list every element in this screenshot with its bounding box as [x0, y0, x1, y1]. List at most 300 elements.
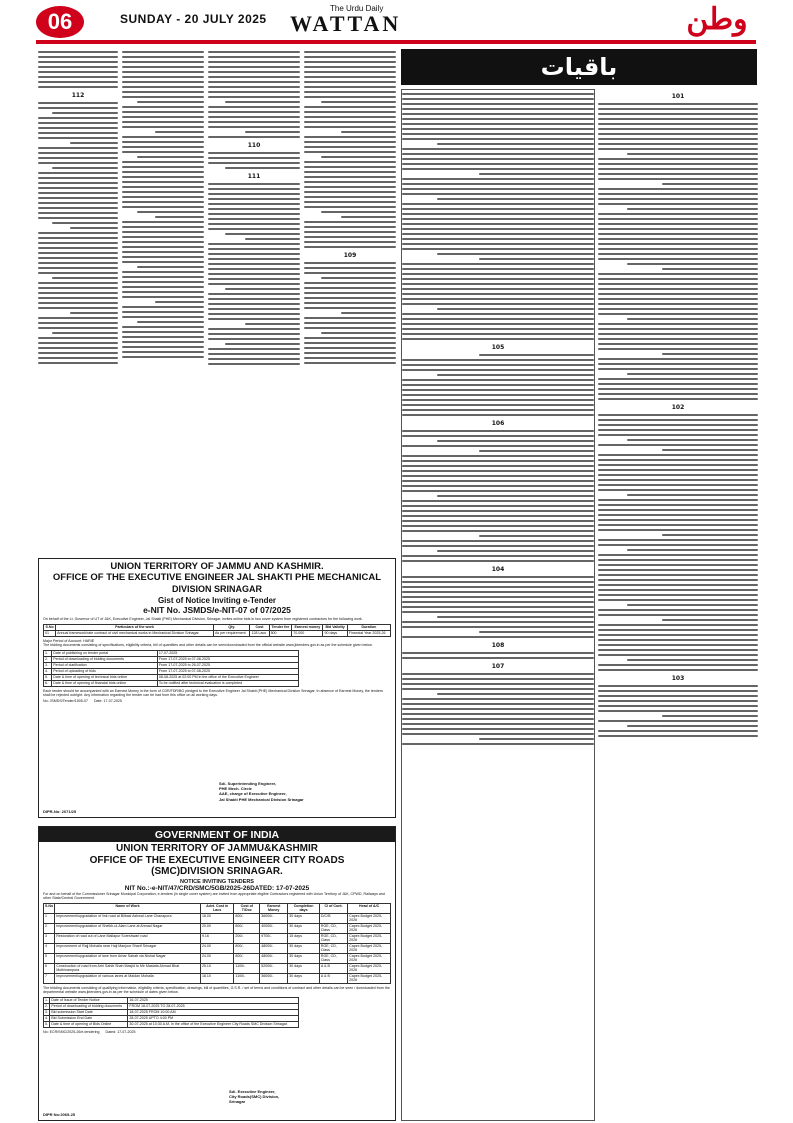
- text-line: [225, 288, 300, 290]
- text-line: [52, 332, 118, 334]
- text-line: [402, 530, 594, 532]
- text-line: [208, 106, 300, 108]
- text-line: [479, 631, 594, 633]
- text-line: [627, 153, 758, 155]
- text-line: [402, 470, 594, 472]
- text-line: [402, 475, 594, 477]
- text-line: [304, 186, 396, 188]
- table-cell: 30 days: [288, 923, 320, 933]
- text-line: [122, 166, 204, 168]
- text-line: [38, 56, 118, 58]
- text-line: [598, 599, 758, 601]
- text-line: [402, 183, 594, 185]
- text-line: [38, 232, 118, 234]
- text-line: [122, 116, 204, 118]
- text-line: [402, 113, 594, 115]
- text-line: [122, 201, 204, 203]
- article-number: 111: [247, 173, 261, 180]
- text-line: [304, 241, 396, 243]
- notice1-terms: Each tender should be accompanied with an Earnest Money in the form of CDR/FDR/BG pledged to the Executive Engineer Jal Shakti (PHE) Mechanical Division Srinagar. In absence of Earnest Money, the tenders shall be rejected outright. Any information regarding the tender can be had from this office on all working days.: [43, 688, 383, 698]
- table-cell: 500: [269, 630, 292, 636]
- table-row: [44, 953, 391, 963]
- notice2-table-header: [44, 903, 391, 913]
- text-line: [598, 348, 758, 350]
- text-line: [208, 283, 300, 285]
- text-line: [208, 76, 300, 78]
- text-line: [208, 152, 300, 154]
- text-line: [402, 698, 594, 700]
- table-header-cell: Particulars of the work: [56, 624, 214, 630]
- table-cell: As per requirement: [214, 630, 250, 636]
- table-cell: Improvement/upgradation of lane from Arbar Sahab via Nishat Nagar: [55, 953, 201, 963]
- text-line: [304, 201, 396, 203]
- text-line: [208, 121, 300, 123]
- text-line: [38, 307, 118, 309]
- text-column-right: [598, 89, 758, 1121]
- table-row: [44, 943, 391, 953]
- text-line: [122, 311, 204, 313]
- text-line: [627, 208, 758, 210]
- text-line: [38, 86, 118, 88]
- text-line: [304, 61, 396, 63]
- notice2-nit: NIT No.:-e-NIT/47/CRD/SMC/5GB/2025-26DATED: 17-07-2025: [124, 884, 310, 892]
- text-line: [38, 272, 118, 274]
- text-line: [208, 308, 300, 310]
- text-line: [155, 301, 204, 303]
- table-cell: 36000/-: [260, 913, 288, 923]
- text-line: [402, 601, 594, 603]
- table-cell: 30 days: [288, 953, 320, 963]
- text-line: [208, 198, 300, 200]
- text-line: [208, 96, 300, 98]
- text-line: [208, 358, 300, 360]
- masthead: [0, 0, 793, 42]
- text-line: [598, 213, 758, 215]
- text-line: [122, 271, 204, 273]
- text-line: [402, 303, 594, 305]
- table-cell: Capex Budget 2025-2026: [348, 943, 391, 953]
- text-line: [598, 218, 758, 220]
- text-line: [38, 207, 118, 209]
- text-line: [208, 338, 300, 340]
- text-line: [598, 559, 758, 561]
- text-line: [402, 636, 594, 638]
- text-line: [437, 440, 594, 442]
- text-line: [38, 327, 118, 329]
- text-line: [598, 293, 758, 295]
- text-line: [402, 576, 594, 578]
- text-line: [598, 554, 758, 556]
- text-line: [402, 158, 594, 160]
- table-cell: Capex Budget 2025-2026: [348, 933, 391, 943]
- text-line: [208, 86, 300, 88]
- text-line: [598, 123, 758, 125]
- text-line: [598, 509, 758, 511]
- article-number: 101: [671, 93, 685, 100]
- text-line: [598, 258, 758, 260]
- text-line: [304, 86, 396, 88]
- text-line: [402, 288, 594, 290]
- text-line: [155, 216, 204, 218]
- table-cell: 52000/-: [260, 963, 288, 973]
- table-cell: 5.: [45, 1022, 48, 1026]
- notice2-heading-1: GOVERNMENT OF INDIA: [154, 829, 280, 841]
- text-line: [122, 66, 204, 68]
- table-cell: 20.00: [200, 923, 233, 933]
- text-line: [38, 357, 118, 359]
- text-line: [402, 485, 594, 487]
- text-line: [598, 323, 758, 325]
- text-line: [122, 196, 204, 198]
- signature-line: City Roads(SMC) Division,: [229, 1094, 280, 1100]
- text-line: [321, 211, 396, 213]
- text-line: [208, 273, 300, 275]
- text-line: [598, 233, 758, 235]
- text-line: [598, 358, 758, 360]
- text-line: [38, 347, 118, 349]
- text-line: [598, 479, 758, 481]
- text-line: [662, 183, 758, 185]
- text-line: [208, 136, 300, 138]
- text-line: [627, 659, 758, 661]
- text-line: [304, 51, 396, 53]
- text-line: [598, 163, 758, 165]
- table-cell: Period of downloading of bidding documents: [52, 656, 158, 662]
- notice2-intro: For and on behalf of the Commissioner Srinagar Municipal Corporation, e-tenders (in single cover system) are invited from appropriate eligible Contractors registered with Union Territory of J&K, CPWD, Railways and other State/Central Government.: [43, 891, 385, 901]
- notice2-banner: [39, 827, 395, 842]
- table-cell: 48000/-: [260, 953, 288, 963]
- text-line: [208, 293, 300, 295]
- text-line: [304, 337, 396, 339]
- text-line: [38, 202, 118, 204]
- text-line: [598, 434, 758, 436]
- text-line: [38, 102, 118, 104]
- text-line: [402, 128, 594, 130]
- table-row: [44, 680, 299, 686]
- text-line: [225, 167, 300, 169]
- text-line: [402, 338, 594, 340]
- text-line: [208, 248, 300, 250]
- text-line: [122, 336, 204, 338]
- text-line: [402, 389, 594, 391]
- text-line: [122, 76, 204, 78]
- table-header-cell: Qty.: [214, 624, 250, 630]
- text-line: [38, 117, 118, 119]
- table-cell: 16-07-2025: [128, 997, 299, 1003]
- text-line: [38, 152, 118, 154]
- table-cell: 30-07-2025 at 10:30 A.M. in the office of the Executive Engineer City Roads SMC Division Srinagar.: [128, 1021, 299, 1027]
- text-line: [598, 609, 758, 611]
- text-line: [598, 248, 758, 250]
- text-line: [402, 430, 594, 432]
- text-line: [38, 237, 118, 239]
- text-line: [122, 176, 204, 178]
- text-line: [598, 629, 758, 631]
- text-line: [627, 725, 758, 727]
- text-line: [598, 333, 758, 335]
- tender-notice-city-roads: [38, 826, 396, 1121]
- text-line: [402, 611, 594, 613]
- table-cell: RGE, CD, Class: [319, 933, 347, 943]
- text-line: [662, 619, 758, 621]
- article-number: 112: [71, 92, 85, 99]
- text-line: [38, 297, 118, 299]
- text-line: [402, 233, 594, 235]
- text-line: [598, 504, 758, 506]
- text-line: [122, 356, 204, 358]
- notice2-heading-2: UNION TERRITORY OF JAMMU&KASHMIR: [115, 843, 319, 855]
- table-cell: 18.00: [200, 913, 233, 923]
- text-line: [402, 606, 594, 608]
- text-line: [402, 188, 594, 190]
- signature-line: Sd/- Superintending Engineer,: [219, 781, 277, 786]
- text-line: [598, 158, 758, 160]
- table-row: [44, 933, 391, 943]
- table-header-cell: Completion days: [288, 903, 320, 913]
- table-cell: Capex Budget 2025-2026: [348, 923, 391, 933]
- text-line: [304, 357, 396, 359]
- text-line: [122, 136, 204, 138]
- text-line: [402, 480, 594, 482]
- text-line: [122, 121, 204, 123]
- text-line: [402, 683, 594, 685]
- text-line: [598, 735, 758, 737]
- text-line: [225, 101, 300, 103]
- text-line: [304, 267, 396, 269]
- text-line: [122, 231, 204, 233]
- table-header-cell: Head of A/C: [348, 903, 391, 913]
- text-line: [304, 327, 396, 329]
- text-line: [662, 449, 758, 451]
- text-line: [38, 257, 118, 259]
- text-column-left-2: [122, 48, 204, 554]
- table-cell: Date of publishing on tender portal: [52, 650, 158, 656]
- notice2-dipr: DIPR No:2069-25: [43, 1112, 76, 1117]
- table-cell: Period of downloading of bidding documents: [50, 1003, 128, 1009]
- text-line: [304, 262, 396, 264]
- text-line: [225, 343, 300, 345]
- tender-notice-jal-shakti: [38, 558, 396, 818]
- text-line: [304, 362, 396, 364]
- notice1-signature: [219, 781, 304, 802]
- table-cell: 08-08-2025 at 02:00 PM in the office of the Executive Engineer: [157, 674, 298, 680]
- text-line: [208, 162, 300, 164]
- text-line: [122, 346, 204, 348]
- text-line: [598, 594, 758, 596]
- article-number: 107: [491, 663, 505, 670]
- text-line: [598, 730, 758, 732]
- text-line: [38, 342, 118, 344]
- table-cell: 1: [44, 913, 55, 923]
- text-line: [598, 544, 758, 546]
- text-line: [122, 236, 204, 238]
- table-cell: 4: [44, 943, 55, 953]
- text-line: [208, 203, 300, 205]
- table-cell: Date & time of opening of financial bids online: [52, 680, 158, 686]
- text-line: [437, 374, 594, 376]
- text-line: [304, 196, 396, 198]
- text-line: [38, 317, 118, 319]
- dateline: SUNDAY - 20 JULY 2025: [120, 12, 267, 26]
- notice1-schedule: [43, 650, 299, 687]
- table-cell: 17-07-2025: [157, 650, 298, 656]
- text-line: [402, 581, 594, 583]
- text-line: [304, 116, 396, 118]
- table-header-cell: Cost: [250, 624, 269, 630]
- text-line: [402, 591, 594, 593]
- section-title: باقیات: [401, 49, 757, 85]
- text-line: [208, 313, 300, 315]
- table-cell: FROM 18-07-2025 TO 28-07-2025: [128, 1003, 299, 1009]
- text-line: [402, 652, 594, 654]
- text-line: [122, 241, 204, 243]
- text-line: [321, 156, 396, 158]
- text-line: [122, 186, 204, 188]
- text-line: [402, 703, 594, 705]
- notice2-heading-3: OFFICE OF THE EXECUTIVE ENGINEER CITY ROADS: [89, 854, 345, 866]
- text-line: [122, 316, 204, 318]
- table-row: [44, 963, 391, 973]
- text-line: [38, 292, 118, 294]
- text-line: [208, 66, 300, 68]
- table-cell: RGE, CD, Class: [319, 943, 347, 953]
- text-line: [245, 238, 300, 240]
- text-line: [402, 333, 594, 335]
- text-line: [402, 733, 594, 735]
- text-line: [402, 520, 594, 522]
- notice1-ref-date: Date: 17-07-2025: [93, 698, 122, 703]
- table-cell: Capex Budget 2025-2026: [348, 963, 391, 973]
- table-cell: 200/-: [234, 933, 260, 943]
- text-line: [437, 693, 594, 695]
- text-line: [122, 351, 204, 353]
- text-line: [208, 303, 300, 305]
- text-line: [598, 429, 758, 431]
- text-line: [38, 157, 118, 159]
- text-line: [38, 172, 118, 174]
- text-line: [598, 664, 758, 666]
- text-line: [598, 188, 758, 190]
- text-line: [402, 657, 594, 659]
- text-line: [122, 181, 204, 183]
- text-line: [208, 116, 300, 118]
- table-cell: 48000/-: [260, 943, 288, 953]
- text-line: [402, 223, 594, 225]
- text-line: [598, 278, 758, 280]
- text-line: [627, 494, 758, 496]
- table-cell: RGE, CD, Class: [319, 953, 347, 963]
- text-line: [662, 353, 758, 355]
- table-cell: 18.10: [200, 973, 233, 983]
- text-line: [208, 183, 300, 185]
- table-cell: Financial Year 2025-26: [347, 630, 390, 636]
- text-line: [38, 262, 118, 264]
- text-line: [598, 524, 758, 526]
- text-line: [304, 342, 396, 344]
- text-line: [122, 56, 204, 58]
- article-number: 109: [343, 252, 357, 259]
- table-header-cell: Earnest Money: [260, 903, 288, 913]
- text-line: [598, 363, 758, 365]
- text-line: [304, 246, 396, 248]
- notice1-dipr: DIPR-No: 2071/25: [43, 809, 77, 814]
- text-line: [662, 534, 758, 536]
- text-line: [598, 424, 758, 426]
- text-line: [598, 203, 758, 205]
- table-cell: 90 days: [323, 630, 347, 636]
- masthead-rule: [36, 40, 756, 44]
- text-line: [402, 673, 594, 675]
- text-line: [598, 705, 758, 707]
- text-line: [598, 669, 758, 671]
- text-line: [598, 103, 758, 105]
- text-line: [402, 621, 594, 623]
- table-cell: 1100/-: [234, 973, 260, 983]
- text-line: [598, 368, 758, 370]
- text-line: [122, 281, 204, 283]
- text-line: [402, 359, 594, 361]
- text-line: [304, 181, 396, 183]
- text-line: [402, 455, 594, 457]
- text-line: [437, 198, 594, 200]
- text-line: [38, 76, 118, 78]
- text-line: [122, 106, 204, 108]
- text-line: [402, 123, 594, 125]
- text-line: [402, 118, 594, 120]
- text-line: [402, 728, 594, 730]
- text-line: [137, 156, 204, 158]
- text-line: [208, 318, 300, 320]
- text-line: [627, 439, 758, 441]
- text-line: [122, 191, 204, 193]
- text-line: [402, 268, 594, 270]
- text-line: [208, 188, 300, 190]
- notice1-major-period: Major Period of Account: HARIE: [43, 638, 95, 643]
- text-line: [155, 131, 204, 133]
- text-line: [38, 162, 118, 164]
- text-line: [402, 596, 594, 598]
- text-line: [341, 216, 396, 218]
- text-line: [122, 256, 204, 258]
- text-line: [402, 283, 594, 285]
- text-line: [304, 56, 396, 58]
- text-line: [598, 133, 758, 135]
- text-line: [598, 308, 758, 310]
- text-line: [598, 639, 758, 641]
- signature-line: AAE, charge of Executive Engineer,: [219, 791, 287, 797]
- table-cell: 1.: [44, 650, 52, 656]
- text-line: [208, 193, 300, 195]
- text-line: [598, 328, 758, 330]
- text-line: [304, 76, 396, 78]
- text-line: [479, 738, 594, 740]
- text-line: [122, 91, 204, 93]
- text-line: [304, 292, 396, 294]
- text-line: [38, 242, 118, 244]
- text-line: [479, 173, 594, 175]
- text-line: [208, 363, 300, 365]
- text-line: [598, 118, 758, 120]
- text-line: [304, 111, 396, 113]
- table-cell: 4.: [44, 668, 52, 674]
- article-number: 102: [671, 404, 685, 411]
- urdu-logo: وطن: [686, 2, 748, 37]
- text-line: [122, 126, 204, 128]
- text-line: [38, 107, 118, 109]
- table-cell: 30 days: [288, 913, 320, 923]
- text-line: [38, 252, 118, 254]
- text-line: [38, 137, 118, 139]
